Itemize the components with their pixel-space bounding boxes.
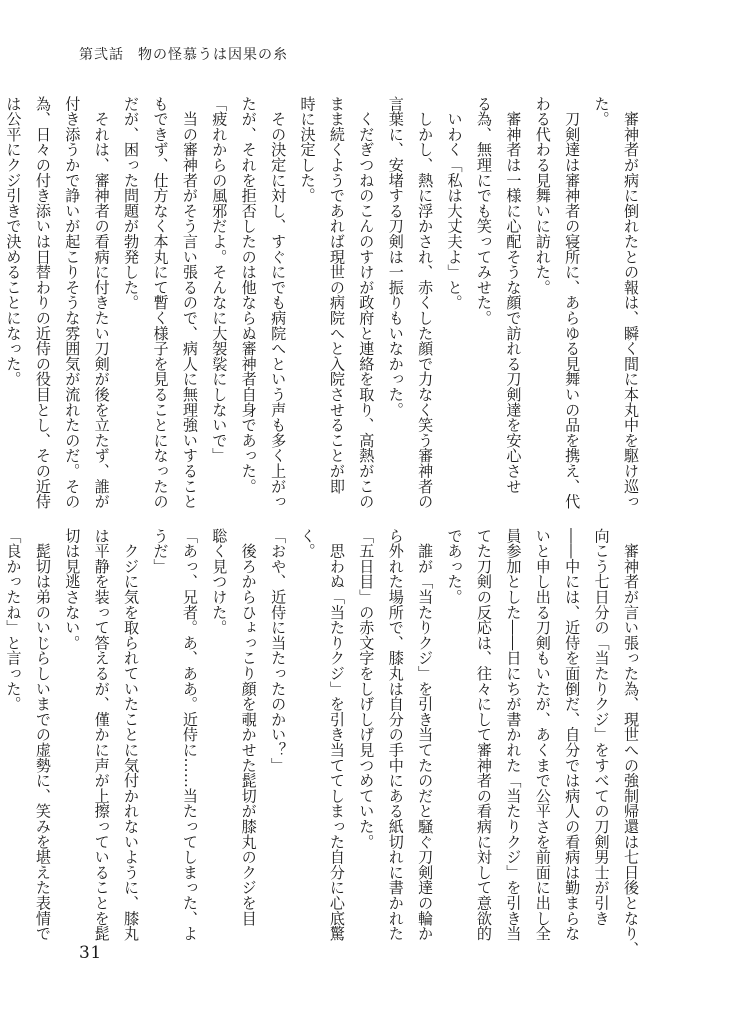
text-block-upper <box>4 96 645 522</box>
text-line: 思わぬ「当たりクジ」を引き当ててしまった自分に心底驚 <box>327 528 346 942</box>
text-line: いわく「私は大丈夫よ」と。 <box>445 96 464 311</box>
text-line: 付き添うかで諍いが起こりそうな雰囲気が流れたのだ。その <box>63 96 82 510</box>
text-line: 切は見逃さない。 <box>63 528 82 651</box>
text-line: ――中には、近侍を面倒だ、自分では病人の看病は勤まらな <box>563 528 582 942</box>
text-line: くだぎつねのこんのすけが政府と連絡を取り、高熱がこの <box>357 96 376 510</box>
text-line: る為、無理にでも笑ってみせた。 <box>474 96 493 326</box>
text-line: 聡く見つけた。 <box>210 528 229 636</box>
text-line: だが、困った問題が勃発した。 <box>122 96 141 311</box>
text-line: その決定に対し、すぐにでも病院へという声も多く上がっ <box>269 96 288 510</box>
text-line: 「良かったね」と言った。 <box>4 528 23 712</box>
text-line: た。 <box>592 96 611 127</box>
text-line: であった。 <box>445 528 464 605</box>
text-line: たが、それを拒否したのは他ならぬ審神者自身であった。 <box>239 96 258 494</box>
text-line: うだ」 <box>151 528 170 574</box>
page-number: 31 <box>79 943 102 963</box>
text-line: 審神者は一様に心配そうな顔で訪れる刀剣達を安心させ <box>504 96 523 494</box>
text-line: ら外れた場所で、膝丸は自分の手中にある紙切れに書かれた <box>386 528 405 942</box>
text-line: 言葉に、安堵する刀剣は一振りもいなかった。 <box>386 96 405 418</box>
text-line: もできず、仕方なく本丸にて暫く様子を見ることになったの <box>151 96 170 510</box>
text-line: 後ろからひょっこり顔を覗かせた髭切が膝丸のクジを目 <box>239 528 258 926</box>
text-line: 員参加とした――日にちが書かれた「当たりクジ」を引き当 <box>504 528 523 942</box>
text-line: まま続くようであれば現世の病院へと入院させることが即 <box>327 96 346 494</box>
text-line: 「あっ、兄者。あ、ああ。近侍に……当たってしまった、よ <box>180 528 199 942</box>
text-line: 刀剣達は審神者の寝所に、あらゆる見舞いの品を携え、代 <box>563 96 582 510</box>
text-line: 「疲れからの風邪だよ。そんなに大袈裟にしないで」 <box>210 96 229 464</box>
running-head <box>79 44 288 64</box>
text-line: 為、日々の付き添いは日替わりの近侍の役目とし、その近侍 <box>33 96 52 510</box>
text-line: 審神者が言い張った為、現世への強制帰還は七日後となり、 <box>622 528 640 957</box>
text-line: 「五日目」の赤文字をしげしげ見つめていた。 <box>357 528 376 850</box>
chapter-label: 第弐話 <box>79 47 124 63</box>
text-line: 審神者が病に倒れたとの報は、瞬く間に本丸中を駆け巡っ <box>622 96 640 510</box>
text-line: わる代わる見舞いに訪れた。 <box>533 96 552 295</box>
text-line: 時に決定した。 <box>298 96 317 204</box>
text-line: 誰が「当たりクジ」を引き当てたのだと騒ぐ刀剣達の輪か <box>416 528 435 942</box>
text-line: は公平にクジ引きで決めることになった。 <box>4 96 23 387</box>
text-line: クジに気を取られていたことに気付かれないように、膝丸 <box>122 528 141 942</box>
text-line: く。 <box>298 528 317 559</box>
text-line: それは、審神者の看病に付きたい刀剣が後を立たず、誰が <box>92 96 111 510</box>
text-line: 「おや、近侍に当たったのかい？」 <box>269 528 288 773</box>
text-line: 髭切は弟のいじらしいまでの虚勢に、笑みを堪えた表情で <box>33 528 52 942</box>
text-line: いと申し出る刀剣もいたが、あくまで公平さを前面に出し全 <box>533 528 552 942</box>
text-line: しかし、熱に浮かされ、赤くした顔で力なく笑う審神者の <box>416 96 435 510</box>
text-line: は平静を装って答えるが、僅かに声が上擦っていることを髭 <box>92 528 111 942</box>
text-line: てた刀剣の反応は、往々にして審神者の看病に対して意欲的 <box>474 528 493 942</box>
chapter-title: 物の怪慕うは因果の糸 <box>138 47 288 63</box>
text-line: 向こう七日分の「当たりクジ」をすべての刀剣男士が引き <box>592 528 611 926</box>
text-line: 当の審神者がそう言い張るので、病人に無理強いすること <box>180 96 199 510</box>
